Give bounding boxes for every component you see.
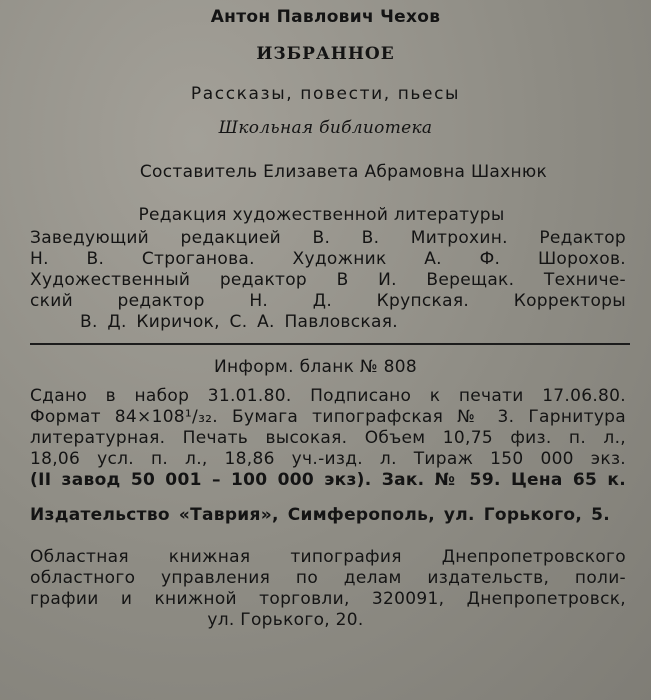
print-info-line: Сдано в набор 31.01.80. Подписано к печати 17.06.80. bbox=[30, 386, 626, 406]
print-info-line: Формат 84×108¹/₃₂. Бумага типографская № 3. Гарнитура bbox=[30, 407, 626, 427]
book-subtitle: Рассказы, повести, пьесы bbox=[190, 84, 461, 104]
printer-line: Областная книжная типография Днепропетровского bbox=[30, 547, 626, 567]
editorial-line: В. Д. Киричок, С. А. Павловская. bbox=[80, 312, 398, 332]
inform-blank: Информ. бланк № 808 bbox=[214, 357, 417, 377]
editorial-line: Художественный редактор В И. Верещак. Техниче- bbox=[30, 270, 626, 290]
author-name: Антон Павлович Чехов bbox=[210, 7, 441, 27]
print-info-line: (II завод 50 001 – 100 000 экз). Зак. № 59. Цена 65 к. bbox=[30, 470, 626, 490]
printer-address: ул. Горького, 20. bbox=[207, 610, 364, 630]
print-info-line: литературная. Печать высокая. Объем 10,75 физ. п. л., bbox=[30, 428, 626, 448]
printer-line: графии и книжной торговли, 320091, Днепропетровск, bbox=[30, 589, 626, 609]
editorial-line: Н. В. Строганова. Художник А. Ф. Шорохов. bbox=[30, 249, 626, 269]
series-name: Школьная библиотека bbox=[218, 118, 433, 138]
editorial-line: ский редактор Н. Д. Крупская. Корректоры bbox=[30, 291, 626, 311]
editorial-line: Заведующий редакцией В. В. Митрохин. Редактор bbox=[30, 228, 626, 248]
compiler-line: Составитель Елизавета Абрамовна Шахнюк bbox=[139, 162, 548, 182]
editorial-heading: Редакция художественной литературы bbox=[138, 205, 505, 225]
printer-line: областного управления по делам издательств, поли- bbox=[30, 568, 626, 588]
divider bbox=[30, 343, 630, 345]
book-title: ИЗБРАННОЕ bbox=[256, 44, 395, 64]
publisher-line: Издательство «Таврия», Симферополь, ул. Горького, 5. bbox=[30, 505, 610, 525]
print-info-line: 18,06 усл. п. л., 18,86 уч.-изд. л. Тираж 150 000 экз. bbox=[30, 449, 626, 469]
